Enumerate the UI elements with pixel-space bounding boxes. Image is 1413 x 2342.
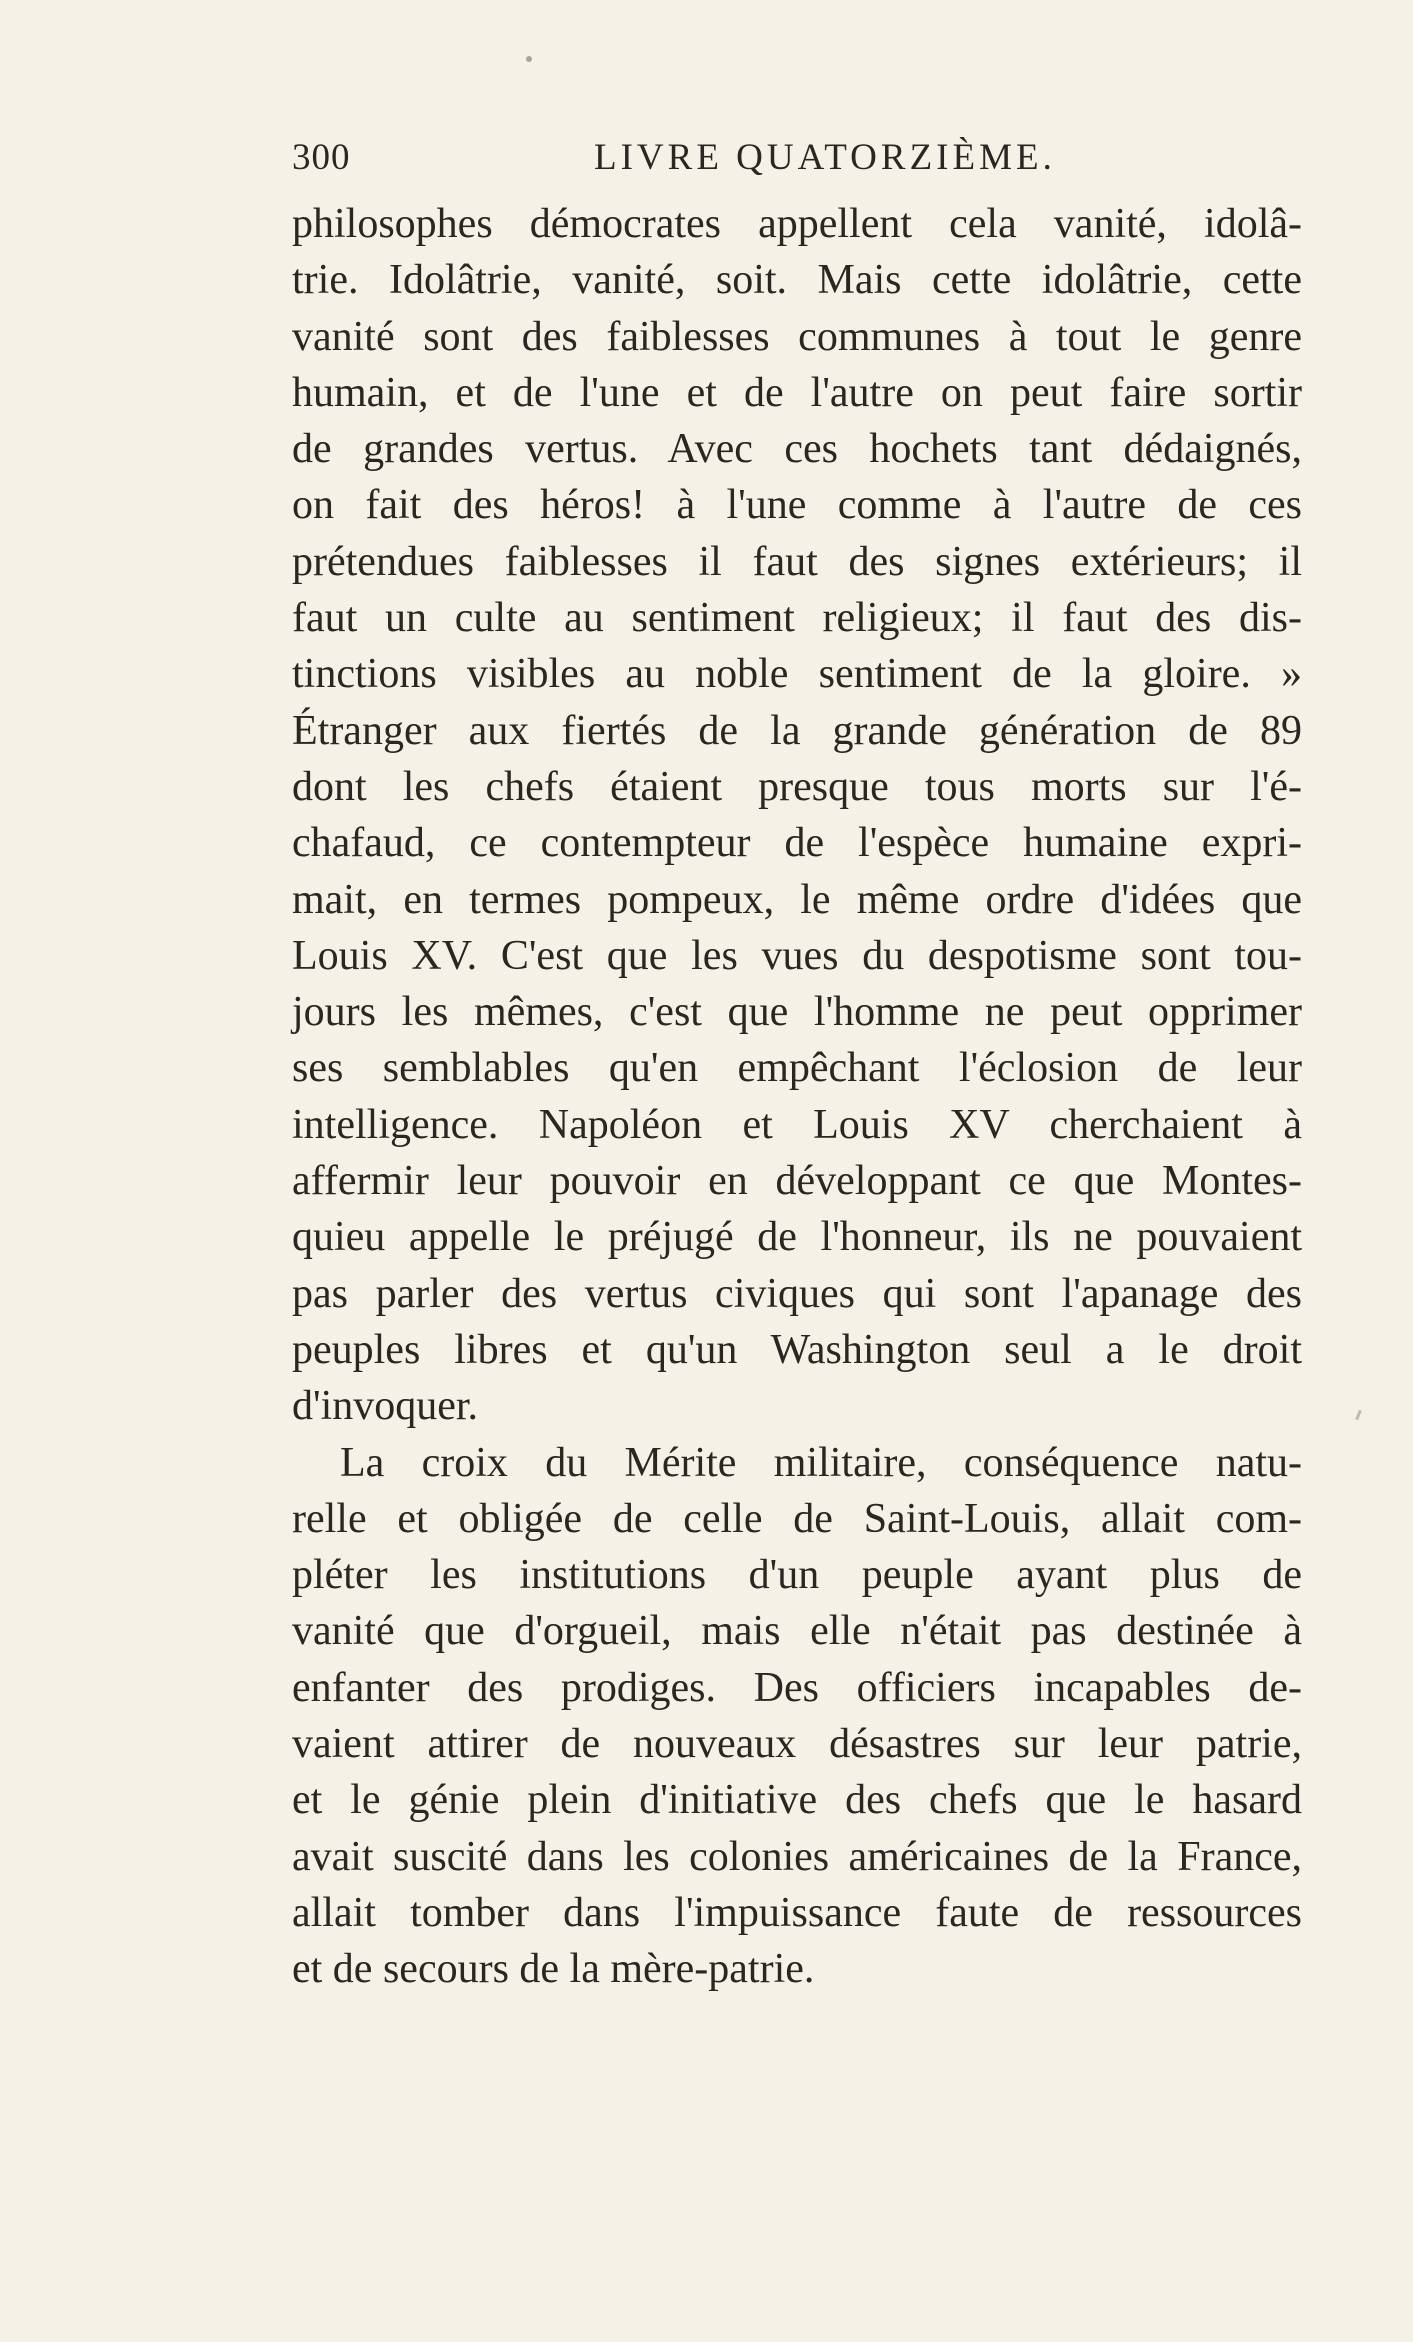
text-line: quieu appelle le préjugé de l'honneur, ils ne pouvaient (292, 1214, 1302, 1261)
page-number: 300 (292, 137, 351, 178)
text-line: avait suscité dans les colonies américaines de la France, (292, 1833, 1302, 1880)
paragraph-1 (292, 196, 1302, 1435)
text-line: Étranger aux fiertés de la grande génération de 89 (292, 707, 1302, 754)
body-text (292, 196, 1302, 1998)
text-line: mait, en termes pompeux, le même ordre d'idées que (292, 876, 1302, 923)
text-line: enfanter des prodiges. Des officiers incapables de- (292, 1664, 1302, 1711)
text-line: vanité sont des faiblesses communes à tout le genre (292, 313, 1302, 360)
text-line: et le génie plein d'initiative des chefs que le hasard (292, 1777, 1302, 1824)
text-line: philosophes démocrates appellent cela vanité, idolâ- (292, 201, 1302, 247)
text-line: allait tomber dans l'impuissance faute de ressources (292, 1889, 1302, 1936)
text-line: intelligence. Napoléon et Louis XV cherchaient à (292, 1101, 1302, 1148)
text-line: on fait des héros! à l'une comme à l'autre de ces (292, 482, 1302, 529)
text-line: prétendues faiblesses il faut des signes extérieurs; il (292, 538, 1302, 585)
text-line: pléter les institutions d'un peuple ayant plus de (292, 1552, 1302, 1599)
text-line: de grandes vertus. Avec ces hochets tant dédaignés, (292, 426, 1302, 473)
text-line: ses semblables qu'en empêchant l'éclosion de leur (292, 1045, 1302, 1092)
paragraph-2 (292, 1435, 1302, 1998)
text-line: faut un culte au sentiment religieux; il faut des dis- (292, 595, 1302, 642)
text-line: peuples libres et qu'un Washington seul a le droit (292, 1326, 1302, 1373)
text-line: trie. Idolâtrie, vanité, soit. Mais cette idolâtrie, cette (292, 257, 1302, 304)
text-line: humain, et de l'une et de l'autre on peut faire sortir (292, 369, 1302, 416)
text-line: relle et obligée de celle de Saint-Louis, allait com- (292, 1495, 1302, 1542)
paper-mark (1355, 1410, 1362, 1420)
text-line: jours les mêmes, c'est que l'homme ne peut opprimer (292, 989, 1302, 1036)
text-line: La croix du Mérite militaire, conséquence natu- (340, 1439, 1302, 1486)
ink-speck (526, 56, 532, 62)
text-line: pas parler des vertus civiques qui sont l'apanage des (292, 1270, 1302, 1317)
text-line: Louis XV. C'est que les vues du despotisme sont tou- (292, 932, 1302, 979)
text-line: d'invoquer. (292, 1383, 479, 1430)
text-line: dont les chefs étaient presque tous morts sur l'é- (292, 763, 1302, 810)
text-line: vanité que d'orgueil, mais elle n'était pas destinée à (292, 1608, 1302, 1655)
text-line: chafaud, ce contempteur de l'espèce humaine expri- (292, 820, 1302, 867)
running-title: LIVRE QUATORZIÈME. (594, 137, 1056, 178)
text-line: tinctions visibles au noble sentiment de la gloire. » (292, 651, 1302, 698)
running-head (292, 136, 1302, 186)
text-line: affermir leur pouvoir en développant ce que Montes- (292, 1158, 1302, 1205)
text-line: et de secours de la mère-patrie. (292, 1946, 815, 1993)
text-line: vaient attirer de nouveaux désastres sur leur patrie, (292, 1721, 1302, 1768)
